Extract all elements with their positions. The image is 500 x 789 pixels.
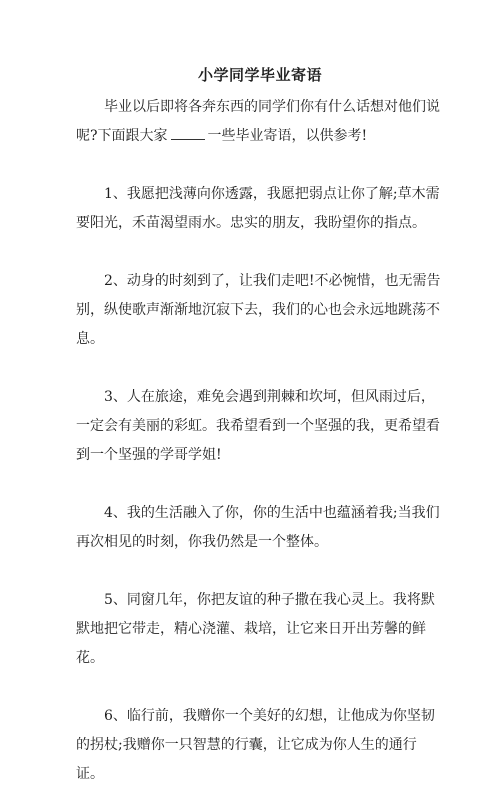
message-item-6: 6、临行前，我赠你一个美好的幻想，让他成为你坚韧的拐杖;我赠你一只智慧的行囊，让它成为你人生的通行证。 [76, 708, 435, 782]
message-item-1: 1、我愿把浅薄向你透露，我愿把弱点让你了解;草木需要阳光，禾苗渴望雨水。忠实的朋友，我盼望你的指点。 [76, 186, 440, 231]
message-item-3: 3、人在旅途，难免会遇到荆棘和坎坷，但风雨过后，一定会有美丽的彩虹。我希望看到一个坚强的我，更希望看到一个坚强的学哥学姐! [76, 389, 440, 463]
document-title: 小学同学毕业寄语 [197, 66, 322, 84]
fill-blank [171, 128, 205, 140]
message-item-2: 2、动身的时刻到了，让我们走吧!不必惋惜，也无需告别，纵使歌声渐渐地沉寂下去，我们的心也会永远地跳荡不息。 [76, 273, 441, 347]
intro-text-before: 毕业以后即将各奔东西的同学们你有什么话想对他们说呢?下面跟大家 [76, 99, 440, 144]
message-item-5: 5、同窗几年，你把友谊的种子撒在我心灵上。我将默默地把它带走，精心浇灌、栽培，让它来日开出芳馨的鲜花。 [76, 592, 435, 666]
intro-paragraph [76, 93, 442, 151]
intro-text-after: 一些毕业寄语，以供参考! [207, 128, 368, 144]
message-item-4: 4、我的生活融入了你，你的生活中也蕴涵着我;当我们再次相见的时刻，你我仍然是一个整体。 [76, 505, 440, 550]
